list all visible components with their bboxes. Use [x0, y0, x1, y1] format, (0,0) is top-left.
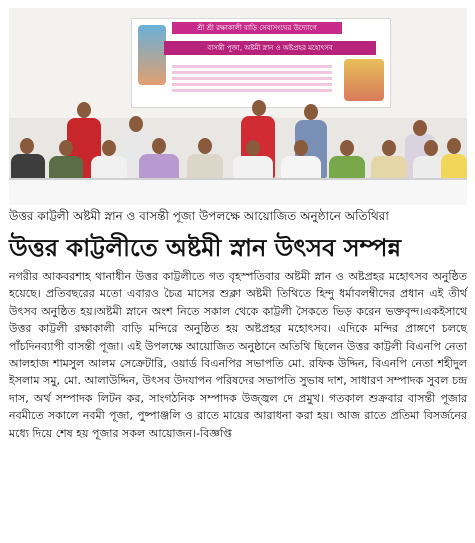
event-banner [131, 18, 391, 108]
person-head [304, 104, 318, 120]
person-head [152, 138, 166, 154]
head-table [9, 178, 467, 205]
banner-title: বাসন্তী পূজা, অষ্টমী স্নান ও অষ্টপ্রহর মহোৎসব [164, 41, 376, 55]
person-head [252, 100, 266, 116]
person-head [413, 120, 427, 136]
person-head [59, 140, 73, 156]
headline: উত্তর কাট্টলীতে অষ্টমী স্নান উৎসব সম্পন্ন [9, 233, 402, 262]
person-head [294, 140, 308, 156]
person-head [340, 140, 354, 156]
deity-image-left [138, 25, 166, 85]
person-head [198, 138, 212, 154]
news-photo [9, 8, 467, 205]
person-head [129, 116, 143, 132]
person-head [246, 140, 260, 156]
person-head [102, 140, 116, 156]
person-head [447, 138, 461, 154]
article-body: নগরীর আকবরশাহ থানাধীন উত্তর কাট্টলীতে গত বৃহস্পতিবার অষ্টমী স্নান ও অষ্টপ্রহর মহোৎসব অনুষ্ঠিত হয়েছে। প্রতিবছরের মতো এবারও চৈত্র মাসের শুক্লা অষ্টমী তিথিতে হিন্দু ধর্মাবলম্বীদের প্রধান এই তীর্থ উৎসব অনুষ্ঠিত হয়।অষ্টমী স্নানে অংশ নিতে সকাল থেকে কাট্টলী সৈকতে ভিড় করেন ভক্তবৃন্দ।একইসাথে উত্তর কাট্টলী রক্ষাকালী বাড়ি মন্দিরে অনুষ্ঠিত হয় অষ্টপ্রহর মহোৎসব। এদিকে মন্দির প্রাঙ্গণে চলছে পাঁচদিনব্যাপী বাসন্তী পূজা। এই উপলক্ষে আয়োজিত অনুষ্ঠানে অতিথি ছিলেন উত্তর কাট্টলী বিএনপি নেতা আলহাজ শামসুল আলম সেক্রেটারি, ওয়ার্ড বিএনপির সভাপতি মো. রফিক উদ্দিন, বিএনপি নেতা শহীদুল ইসলাম সমু, মো. আলাউদ্দিন, উৎসব উদযাপন পরিষদের সভাপতি সুভাষ দাশ, সাধারণ সম্পাদক সুবল চন্দ্র দাস, অর্থ সম্পাদক লিটন কর, সাংগঠনিক সম্পাদক উজ্জ্বল দে প্রমুখ। গতকাল শুক্রবার বাসন্তী পূজার নবমীতে সকালে নবমী পূজা, পুষ্পাঞ্জলি ও রাতে মায়ের আরাধনা করা হয়। আজ রাতে প্রতিমা বিসর্জনের মধ্যে দিয়ে শেষ হয় পূজার সকল আয়োজন।-বিজ্ঞপ্তি [9, 270, 467, 440]
person-head [20, 138, 34, 154]
banner-text-block [172, 65, 332, 95]
photo-caption: উত্তর কাট্টলী অষ্টমী স্নান ও বাসন্তী পূজা উপলক্ষে আয়োজিত অনুষ্ঠানে অতিথিরা [9, 209, 389, 223]
person-head [424, 140, 438, 156]
person-head [77, 102, 91, 118]
person-head [382, 140, 396, 156]
deity-image-right [344, 59, 384, 101]
banner-heading: শ্রী শ্রী রক্ষাকালী বাড়ি সেবাসংঘের উদ্যোগে [172, 22, 342, 34]
